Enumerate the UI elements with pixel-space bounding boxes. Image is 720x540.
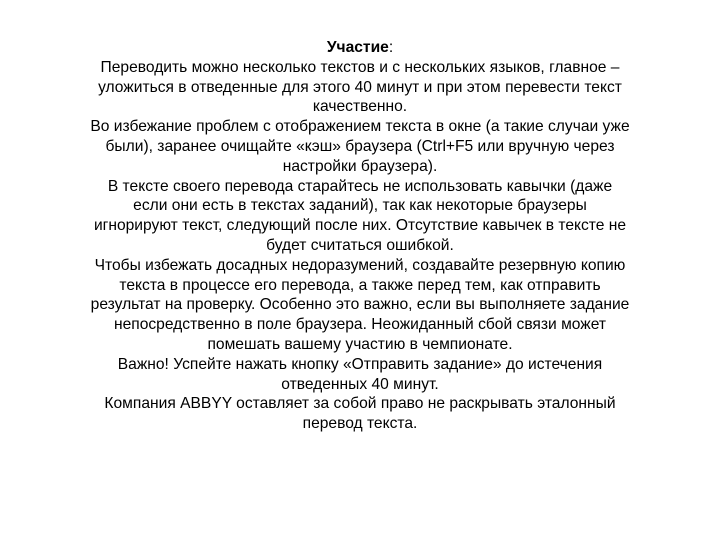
paragraph-important: Важно! Успейте нажать кнопку «Отправить задание» до истечения отведенных 40 минут. (117, 355, 603, 393)
paragraph-participation: Переводить можно несколько текстов и с нескольких языков, главное – уложиться в отведенные для этого 40 минут и при этом перевести текст качественно. (98, 58, 622, 116)
heading (90, 38, 630, 58)
paragraph-quotes: В тексте своего перевода старайтесь не использовать кавычки (даже если они есть в текстах заданий), так как некоторые браузеры игнорируют текст, следующий после них. Отсутствие кавычек в тексте не будет считаться ошибкой. (93, 177, 627, 254)
heading-bold: Участие (326, 39, 389, 56)
paragraph-backup: Чтобы избежать досадных недоразумений, создавайте резервную копию текста в процессе его перевода, а также перед тем, как отправить результат на проверку. Особенно это важно, если вы выполняете задание непосредственно в поле браузера. Неожиданный сбой связи может помешать вашему участию в чемпионате. (90, 256, 630, 353)
paragraph-cache: Во избежание проблем с отображением текста в окне (а такие случаи уже были), заранее очищайте «кэш» браузера (Ctrl+F5 или вручную через настройки браузера). (90, 118, 630, 175)
rules-text-block (90, 38, 630, 434)
heading-colon: : (388, 39, 394, 56)
paragraph-abbyy: Компания ABBYY оставляет за собой право не раскрывать эталонный перевод текста. (104, 395, 616, 433)
